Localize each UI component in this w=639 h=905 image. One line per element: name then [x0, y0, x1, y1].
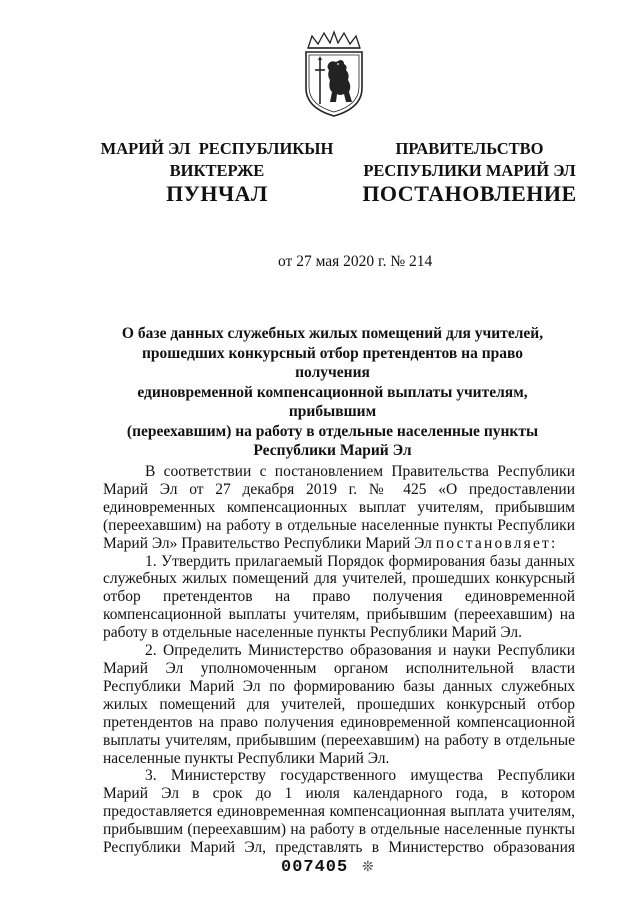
header-left-line1: МАРИЙ ЭЛ РЕСПУБЛИКЫН [100, 139, 334, 158]
header-left-name [82, 138, 352, 182]
title-line: О базе данных служебных жилых помещений для учителей, [121, 325, 544, 342]
serial-number: 007405 [281, 858, 349, 877]
decree-title [105, 324, 560, 461]
item-3-paragraph: 3. Министерству государственного имущества Республики Марий Эл в срок до 1 июля календарного года, в котором предоставляется единовременная компенсационная выплата учителям, прибывшим (переехавшим) на работу в отдельные населенные пункты Республики Марий Эл, представлять в Министерство образования [103, 767, 575, 857]
title-line: единовременной компенсационной выплаты учителям, прибывшим [137, 383, 528, 420]
item-1-paragraph: 1. Утвердить прилагаемый Порядок формирования базы данных служебных жилых помещений для учителей, прошедших конкурсный отбор претендентов на право получения единовременной компенсационной выплаты учителям, прибывшим (переехавшим) на работу в отдельные населенные пункты Республики Марий Эл. [103, 552, 575, 642]
doc-type-russian: ПОСТАНОВЛЕНИЕ [362, 181, 577, 206]
header-right-name [352, 138, 587, 182]
title-line: Республики Марий Эл [253, 442, 412, 459]
title-line: (переехавшим) на работу в отдельные населенные пункты [126, 422, 539, 440]
decree-word: постановляет: [435, 534, 558, 552]
decree-body [103, 463, 575, 857]
preamble-paragraph [103, 463, 575, 553]
ornament-icon: ❊ [362, 860, 374, 875]
decree-date-number: от 27 мая 2020 г. № 214 [278, 253, 433, 270]
title-line: прошедших конкурсный отбор претендентов на право получения [141, 344, 524, 381]
doc-type-mari: ПУНЧАЛ [166, 181, 268, 206]
header-right-line2: РЕСПУБЛИКИ МАРИЙ ЭЛ [363, 161, 576, 180]
header-right-line1: ПРАВИТЕЛЬСТВО [395, 139, 544, 158]
header-left-line2: ВИКТЕРЖЕ [169, 161, 265, 180]
coat-of-arms-icon [300, 30, 368, 118]
preamble-text: В соответствии с постановлением Правительства Республики Марий Эл от 27 декабря 2019 г. № 425 «О предоставлении единовременных компенсационных выплат учителям, прибывшим (переехавшим) на работу в отдельные населенные пункты Республики Марий Эл» Правительство Республики Марий Эл [103, 463, 575, 552]
item-2-paragraph: 2. Определить Министерство образования и науки Республики Марий Эл уполномоченным органом исполнительной власти Республики Марий Эл по формированию базы данных служебных жилых помещений для учителей, прошедших конкурсный отбор претендентов на право получения единовременной компенсационной выплаты учителям, прибывшим (переехавшим) на работу в отдельные населенные пункты Республики Марий Эл. [103, 642, 575, 767]
